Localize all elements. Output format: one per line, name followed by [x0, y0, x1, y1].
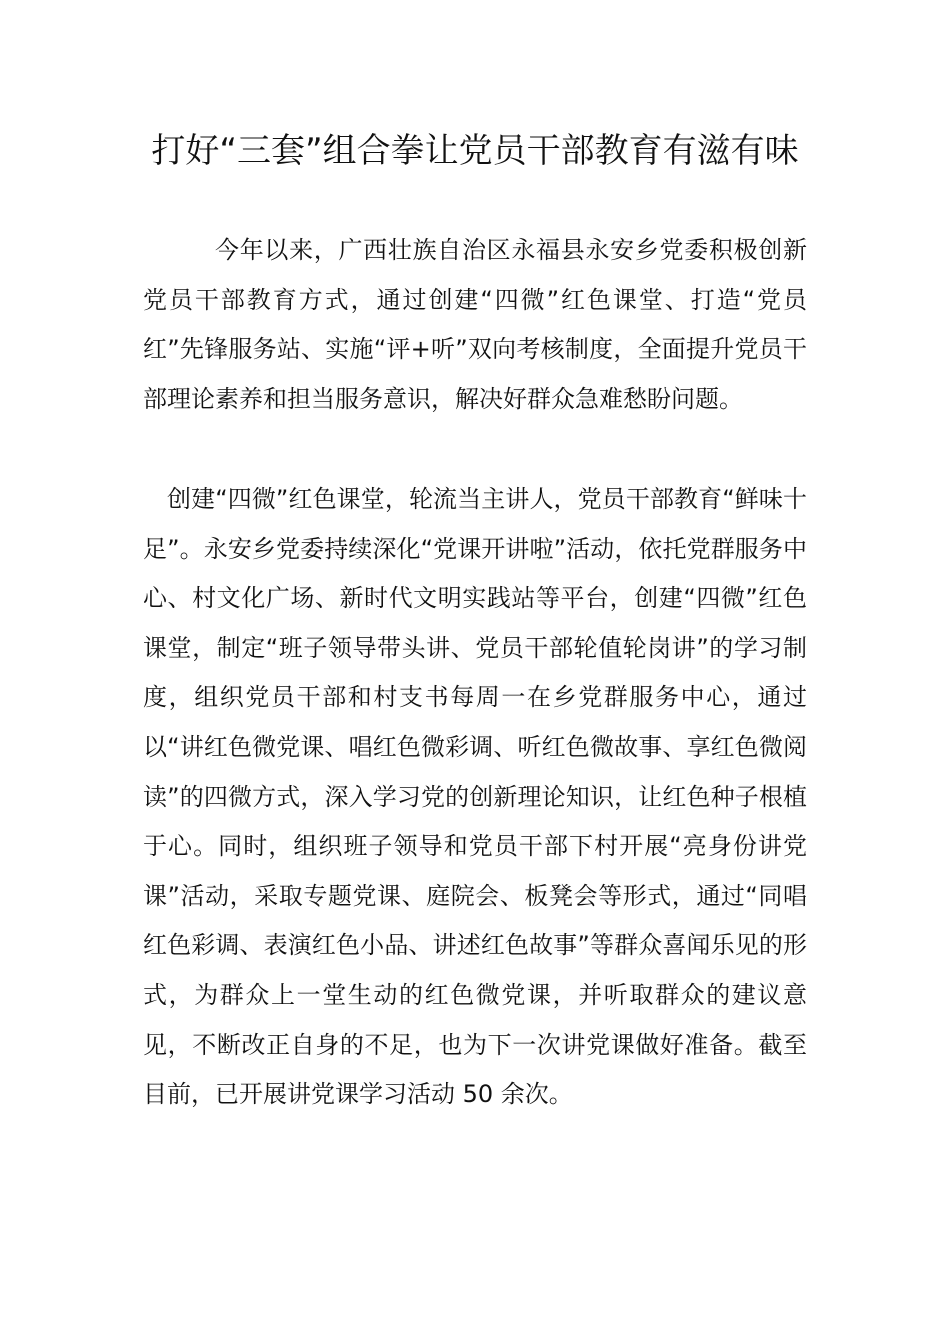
paragraph-red-classroom: 创建“四微”红色课堂，轮流当主讲人，党员干部教育“鲜味十足”。永安乡党委持续深化“党课开讲啦”活动，依托党群服务中心、村文化广场、新时代文明实践站等平台，创建“四微”红色课堂，制定“班子领导带头讲、党员干部轮值轮岗讲”的学习制度，组织党员干部和村支书每周一在乡党群服务中心，通过以“讲红色微党课、唱红色微彩调、听红色微故事、享红色微阅读”的四微方式，深入学习党的创新理论知识，让红色种子根植于心。同时，组织班子领导和党员干部下村开展“亮身份讲党课”活动，采取专题党课、庭院会、板凳会等形式，通过“同唱红色彩调、表演红色小品、讲述红色故事”等群众喜闻乐见的形式，为群众上一堂生动的红色微党课，并听取群众的建议意见，不断改正自身的不足，也为下一次讲党课做好准备。截至目前，已开展讲党课学习活动 50 余次。 — [143, 485, 807, 1109]
paragraph-intro: 今年以来，广西壮族自治区永福县永安乡党委积极创新党员干部教育方式，通过创建“四微”红色课堂、打造“党员红”先锋服务站、实施“评+听”双向考核制度，全面提升党员干部理论素养和担当服务意识，解决好群众急难愁盼问题。 — [143, 236, 807, 413]
document-title: 打好“三套”组合拳让党员干部教育有滋有味 — [151, 131, 799, 171]
